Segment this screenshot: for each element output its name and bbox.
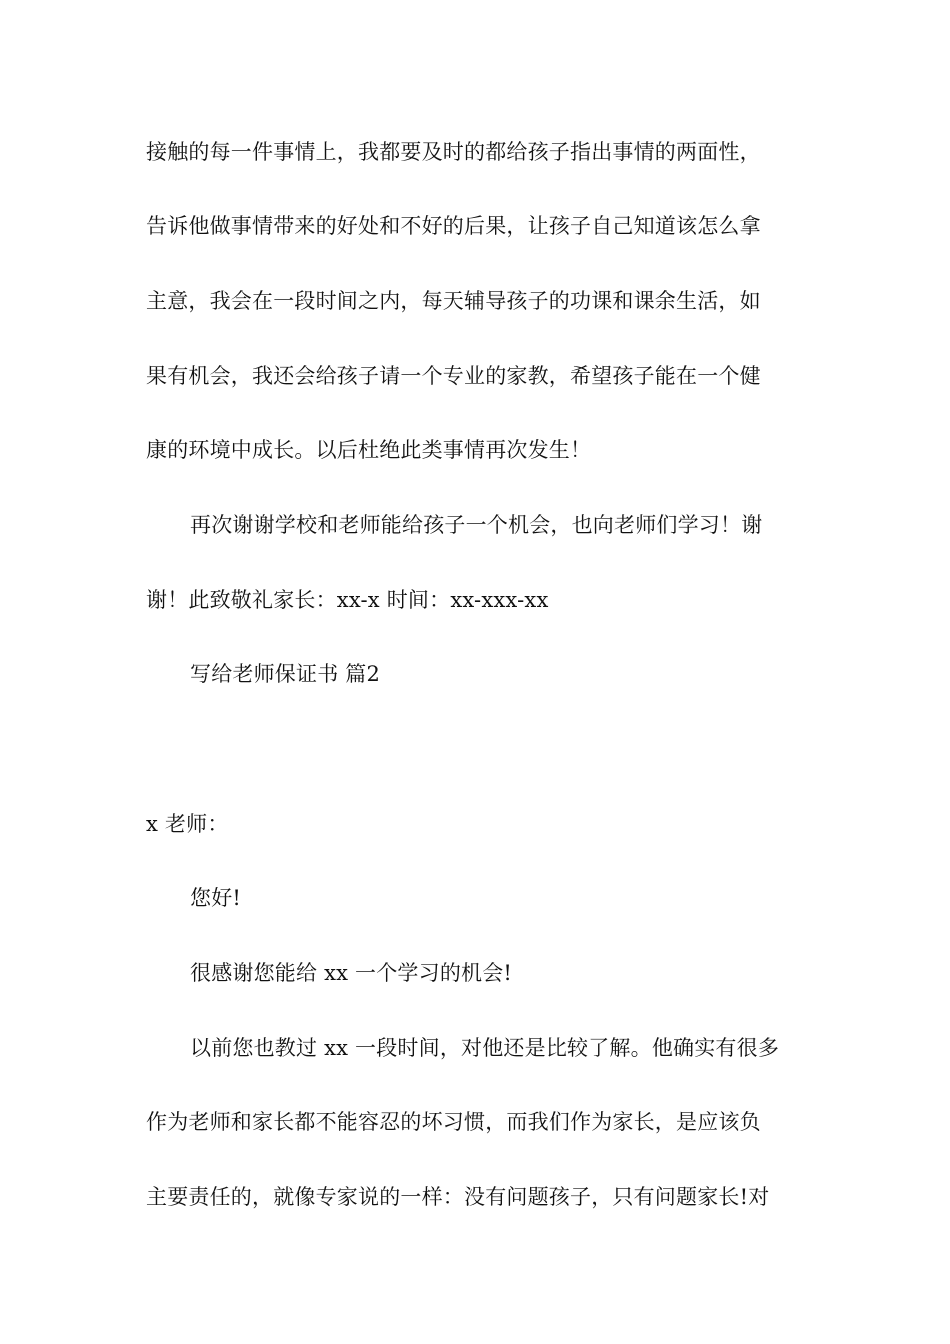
greeting: 您好! bbox=[190, 886, 242, 910]
paragraph-first-line: 很感谢您能给 xx 一个学习的机会! bbox=[190, 961, 513, 985]
body-text-line: 接触的每一件事情上，我都要及时的都给孩子指出事情的两面性， bbox=[146, 140, 761, 164]
body-text-line: 果有机会，我还会给孩子请一个专业的家教，希望孩子能在一个健 bbox=[146, 364, 761, 388]
salutation: x 老师： bbox=[146, 812, 229, 836]
body-text-line: 主要责任的，就像专家说的一样：没有问题孩子，只有问题家长!对 bbox=[146, 1185, 770, 1209]
body-text-line: 作为老师和家长都不能容忍的坏习惯，而我们作为家长，是应该负 bbox=[146, 1110, 761, 1134]
closing-signature-line: 谢！此致敬礼家长：xx-x 时间：xx-xxx-xx bbox=[146, 588, 549, 612]
paragraph-first-line: 再次谢谢学校和老师能给孩子一个机会，也向老师们学习！谢 bbox=[190, 513, 763, 537]
section-heading: 写给老师保证书 篇2 bbox=[190, 662, 381, 686]
body-text-line: 康的环境中成长。以后杜绝此类事情再次发生！ bbox=[146, 438, 592, 462]
paragraph-first-line: 以前您也教过 xx 一段时间，对他还是比较了解。他确实有很多 bbox=[190, 1036, 780, 1060]
body-text-line: 告诉他做事情带来的好处和不好的后果，让孩子自己知道该怎么拿 bbox=[146, 214, 761, 238]
body-text-line: 主意，我会在一段时间之内，每天辅导孩子的功课和课余生活，如 bbox=[146, 289, 761, 313]
